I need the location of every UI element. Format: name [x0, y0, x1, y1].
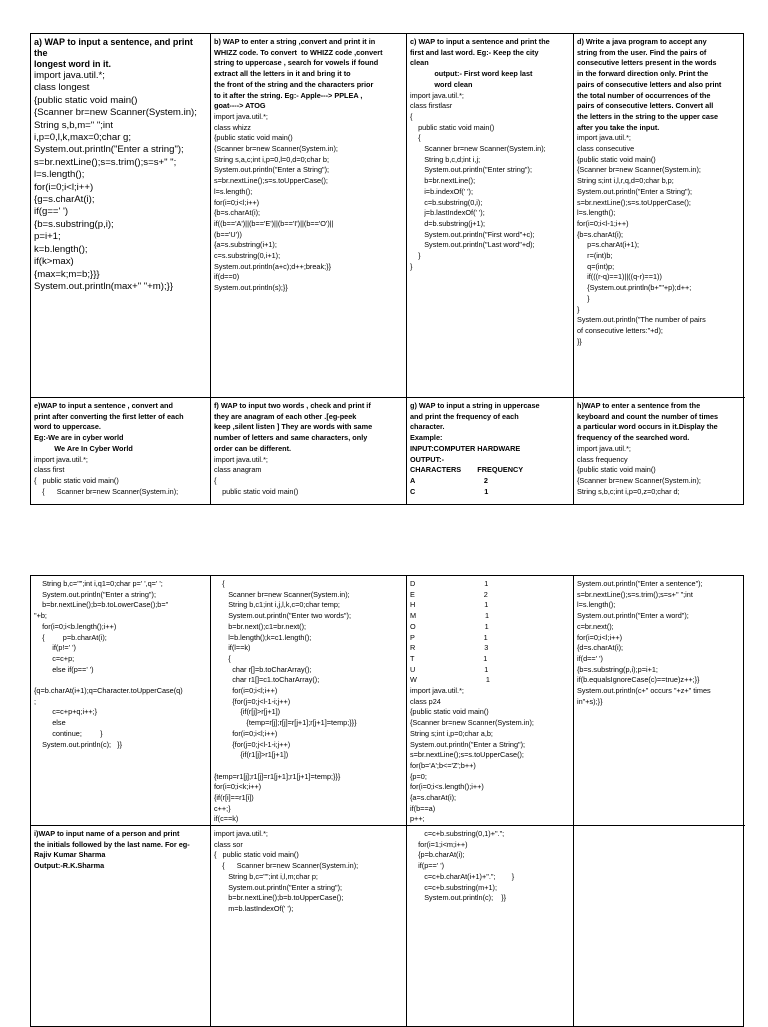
- code-text: import java.util.*; class first { public static void main() { Scanner br=new Scanner(System.in);: [34, 454, 179, 496]
- code-text: import java.util.*; class longest {public static void main() {Scanner br=new Scanner(System.in); String s,b,m=" ";int i,p=0,l,k,max=0;char g; System.out.println("Enter a string"); s=br.nextLine();s=s.trim();s=s+" "; l=s.length(); for(i=0;i<l;i++) {g=s.charAt(i); if(g==' ') {b=s.substring(p,i); p=i+1; k=b.length(); if(k>max) {max=k;m=b;}}} System.out.println(max+" "+m);}}: [34, 70, 197, 292]
- question-text: b) WAP to enter a string ,convert and print it in WHIZZ code. To convert to WHIZZ code ,convert string to uppercase , search for vowels if found extract all the letters in it and bring it to the front of the string and the characters prior to it after the string. Eg:- Apple---> PPLEA , goat----> ATOG: [214, 37, 383, 111]
- code-text: D 1 E 2 H 1 M 1 O 1 P 1 R 3 T 1 U 1 W 1 import java.util.*; class p24 {public static void main() {Scanner br=new Scanner(System.in); String s;int i,p=0;char a,b; System.out.println("Enter a String"); s=br.nextLine();s=s.toUpperCase(); for(b='A';b<='Z';b++) {p=0; for(i=0;i<s.length();i++) {a=s.charAt(i); if(b==a) p++;: [410, 579, 534, 824]
- code-text: import java.util.*; class frequency {public static void main() {Scanner br=new Scanner(System.in); String s,b,c;int i,p=0,z=0;char d;: [577, 443, 701, 496]
- code-text: System.out.println("Enter a sentence"); s=br.nextLine();s=s.trim();s=s+" ";int l=s.length(); System.out.println("Enter a word"); c=br.next(); for(i=0;i<l;i++) {d=s.charAt(i); if(d==' ') {b=s.substring(p,i);p=i+1; if(b.equalsIgnoreCase(c)==true)z++;}} System.out.println(c+" occurs "+z+" times in"+s);}}: [577, 579, 711, 706]
- question-text: c) WAP to input a sentence and print the first and last word. Eg:- Keep the city clean output:- First word keep last word clean: [410, 37, 550, 89]
- cell-e-cont: [31, 576, 211, 826]
- cell-h-cont: [574, 576, 745, 826]
- cell-i: [31, 826, 211, 1026]
- cell-e: [31, 398, 211, 504]
- code-text: c=c+b.substring(0,1)+"."; for(i=1;i<m;i++) {p=b.charAt(i); if(p==' ') c=c+b.charAt(i+1)+"."; } c=c+b.substring(m+1); System.out.println(c); }}: [418, 829, 515, 903]
- question-text: g) WAP to input a string in uppercase and print the frequency of each character. Example: INPUT:COMPUTER HARDWARE OUTPUT:- CHARACTERS FREQUENCY A 2 C 1: [410, 401, 540, 496]
- question-text: e)WAP to input a sentence , convert and print after converting the first letter of each word to uppercase. Eg:-We are in cyber world We Are In Cyber World: [34, 401, 184, 453]
- code-text: import java.util.*; class whizz {public static void main() {Scanner br=new Scanner(System.in); String s,a,c;int i,p=0,l=0,d=0;char b; System.out.println("Enter a String"); s=br.nextLine();s=s.toUpperCase(); l=s.length(); for(i=0;i<l;i++) {b=s.charAt(i); if((b=='A')||(b=='E')||(b=='I')||(b=='O')|| (b=='U')) {a=s.substring(i+1); c=s.substring(0,i+1); System.out.println(a+c);d++;break;}} if(d==0) System.out.println(s);}}: [214, 111, 338, 293]
- cell-h: [574, 398, 745, 504]
- cell-f-cont: [211, 576, 407, 826]
- program-table-top: [30, 33, 744, 505]
- cell-g: [407, 398, 574, 504]
- cell-g-cont: [407, 576, 574, 826]
- cell-i-code-1: [211, 826, 407, 1026]
- code-text: import java.util.*; class sor { public static void main() { Scanner br=new Scanner(System.in); String b,c="";int i,l,m;char p; System.out.println("Enter a string"); b=br.nextLine();b=b.toUpperCase(); m=b.lastIndexOf(' ');: [214, 829, 359, 913]
- program-table-bottom: [30, 575, 744, 1027]
- cell-i-code-2: [407, 826, 574, 1026]
- question-text: h)WAP to enter a sentence from the keyboard and count the number of times a particular word occurs in it.Display the frequency of the searched word.: [577, 401, 719, 443]
- code-text: { Scanner br=new Scanner(System.in); String b,c1;int i,j,l,k,c=0;char temp; System.out.println("Enter two words"); b=br.next();c1=br.next(); l=b.length();k=c1.length(); if(l==k) { char r[]=b.toCharArray(); char r1[]=c1.toCharArray(); for(i=0;i<l;i++) {for(j=0;j<l-1-i;j++) {if(r[j]>r[j+1]) {temp=r[j];r[j]=r[j+1];r[j+1]=temp;}}} for(i=0;i<l;i++) {for(j=0;j<l-1-i;j++) {if(r1[j]>r1[j+1]) {temp=r1[j];r1[j]=r1[j+1];r1[j+1]=temp;}}} for(i=0;i<k;i++) {if(r[i]==r1[i]) c++;} if(c==k): [214, 579, 357, 824]
- cell-b: [211, 34, 407, 398]
- cell-empty: [574, 826, 745, 1026]
- question-text: d) Write a java program to accept any string from the user. Find the pairs of consecutive letters present in the words in the forward direction only. Print the pairs of consecutive letters and also print the total number of occurrences of the pairs of consecutive letters. Convert all the letters in the string to the upper case after you take the input.: [577, 37, 722, 132]
- cell-f: [211, 398, 407, 504]
- code-text: import java.util.*; class anagram { public static void main(): [214, 454, 299, 496]
- code-text: import java.util.*; class firstlasr { public static void main() { Scanner br=new Scanner(System.in); String b,c,d;int i,j; System.out.println("Enter string"); b=br.nextLine(); i=b.indexOf(' '); c=b.substring(0,i); j=b.lastIndexOf(' '); d=b.substring(j+1); System.out.println("First word"+c); System.out.println("Last word"+d); } }: [410, 90, 546, 271]
- cell-a: [31, 34, 211, 398]
- code-text: import java.util.*; class consecutive {public static void main() {Scanner br=new Scanner(System.in); String s;int i,l,r,q,d=0;char b,p; System.out.println("Enter a String"); s=br.nextLine();s=s.toUpperCase(); l=s.length(); for(i=0;i<l-1;i++) {b=s.charAt(i); p=s.charAt(i+1); r=(int)b; q=(int)p; if(((r-q)==1)||((q-r)==1)) {System.out.println(b+""+p);d++; } } System.out.println("The number of pairs of consecutive letters:"+d); }}: [577, 133, 706, 346]
- question-text: i)WAP to input name of a person and print the initials followed by the last name. For eg- Rajiv Kumar Sharma Output:-R.K.Sharma: [34, 829, 190, 871]
- code-text: String b,c="";int i,q1=0;char p=' ',q=' '; System.out.println("Enter a string"); b=br.nextLine();b=b.toLowerCase();b=" "+b; for(i=0;i<b.length();i++) { p=b.charAt(i); if(p!=' ') c=c+p; else if(p==' ') {q=b.charAt(i+1);q=Character.toUpperCase(q) ; c=c+p+q;i++;} else continue; } System.out.println(c); }}: [34, 579, 183, 749]
- cell-d: [574, 34, 745, 398]
- question-text: a) WAP to input a sentence, and print the longest word in it.: [34, 37, 193, 69]
- question-text: f) WAP to input two words , check and print if they are anagram of each other .[eg-peek keep ,silent listen ] They are words with same number of letters and same characters, only order can be different.: [214, 401, 373, 453]
- cell-c: [407, 34, 574, 398]
